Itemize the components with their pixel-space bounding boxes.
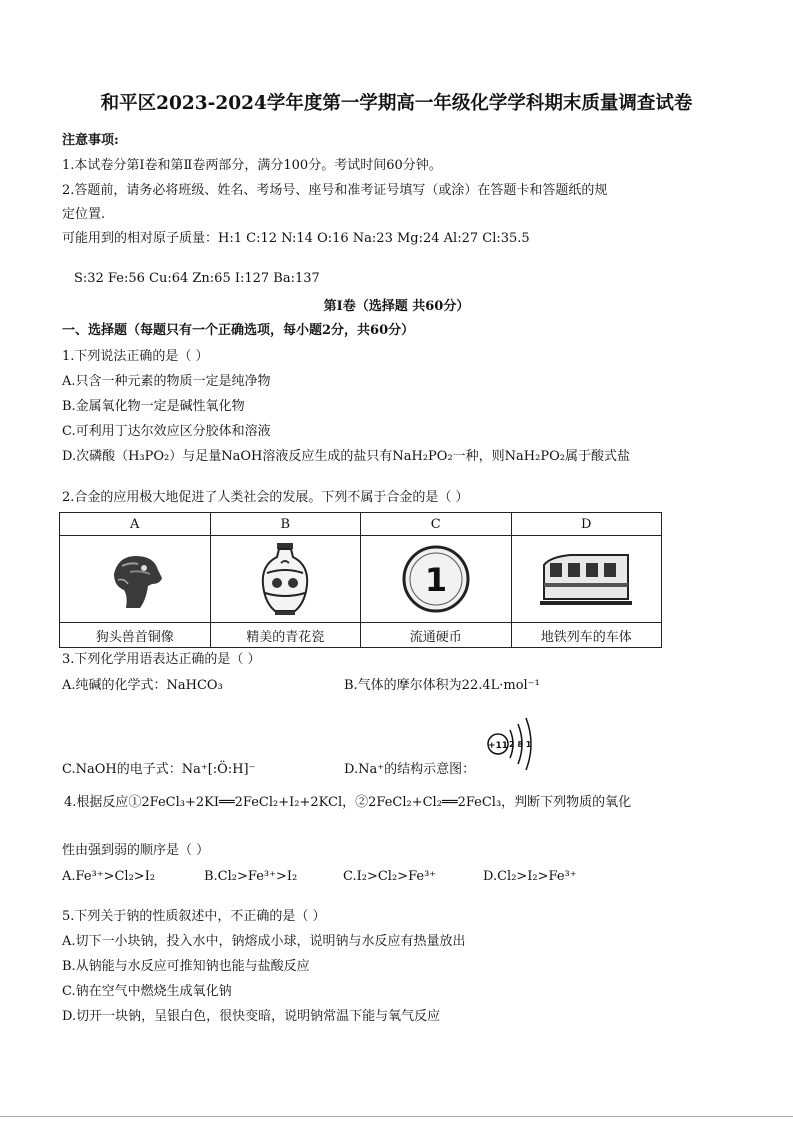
atomic-masses-line-2: S:32 Fe:56 Cu:64 Zn:65 I:127 Ba:137 xyxy=(74,271,320,286)
section-heading: 一、选择题（每题只有一个正确选项，每小题2分，共60分） xyxy=(62,323,415,338)
q5-option-a: A.切下一小块钠，投入水中，钠熔成小球，说明钠与水反应有热量放出 xyxy=(62,934,466,949)
q1-option-c: C.可利用丁达尔效应区分胶体和溶液 xyxy=(62,424,271,439)
q3-stem: 3.下列化学用语表达正确的是（ ） xyxy=(62,652,261,667)
q4-option-b: B.Cl₂>Fe³⁺>I₂ xyxy=(204,869,298,884)
q4-option-a: A.Fe³⁺>Cl₂>I₂ xyxy=(62,869,156,884)
q2-image-b-cell xyxy=(210,536,361,623)
notice-item-1: 1.本试卷分第Ⅰ卷和第Ⅱ卷两部分，满分100分。考试时间60分钟。 xyxy=(62,158,442,173)
q2-header-b: B xyxy=(210,513,361,536)
page-bottom-divider xyxy=(0,1116,793,1117)
q2-caption-d: 地铁列车的车体 xyxy=(511,623,662,648)
q2-caption-b: 精美的青花瓷 xyxy=(210,623,361,648)
q3-option-b: B.气体的摩尔体积为22.4L·mol⁻¹ xyxy=(344,678,540,693)
porcelain-vase-image xyxy=(255,539,315,619)
coin-image xyxy=(400,543,472,615)
atomic-masses-line-1: 可能用到的相对原子质量：H:1 C:12 N:14 O:16 Na:23 Mg:24 Al:27 Cl:35.5 xyxy=(62,231,530,246)
shell-electrons: 2 8 1 xyxy=(509,740,532,749)
notice-item-2-line-1: 2.答题前，请务必将班级、姓名、考场号、座号和准考证号填写（或涂）在答题卡和答题纸的规 xyxy=(62,183,608,198)
q1-option-d: D.次磷酸（H₃PO₂）与足量NaOH溶液反应生成的盐只有NaH₂PO₂一种，则NaH₂PO₂属于酸式盐 xyxy=(62,449,630,464)
notice-item-2-line-2: 定位置. xyxy=(62,207,106,222)
q2-caption-a: 狗头兽首铜像 xyxy=(60,623,211,648)
q5-option-c: C.钠在空气中燃烧生成氧化钠 xyxy=(62,984,232,999)
q3-option-d: D.Na⁺的结构示意图： xyxy=(344,762,476,777)
exam-title: 和平区2023-2024学年度第一学期高一年级化学学科期末质量调查试卷 xyxy=(100,93,693,114)
q4-stem-line-1: 4.根据反应①2FeCl₃+2KI══2FeCl₂+I₂+2KCl，②2FeCl₂+Cl₂══2FeCl₃，判断下列物质的氧化 xyxy=(64,795,632,810)
notice-heading: 注意事项: xyxy=(62,133,119,148)
q2-caption-c: 流通硬币 xyxy=(361,623,512,648)
q5-option-b: B.从钠能与水反应可推知钠也能与盐酸反应 xyxy=(62,959,310,974)
q2-image-a-cell xyxy=(60,536,211,623)
q5-option-d: D.切开一块钠，呈银白色，很快变暗，说明钠常温下能与氧气反应 xyxy=(62,1009,441,1024)
bronze-dog-head-image xyxy=(100,544,170,614)
q1-stem: 1.下列说法正确的是（ ） xyxy=(62,349,209,364)
coin-digit: 1 xyxy=(424,561,447,599)
q4-option-c: C.I₂>Cl₂>Fe³⁺ xyxy=(343,869,437,884)
q2-image-d-cell xyxy=(511,536,662,623)
q1-option-a: A.只含一种元素的物质一定是纯净物 xyxy=(62,374,271,389)
nucleus-charge: +11 xyxy=(487,741,509,751)
q4-stem-line-2: 性由强到弱的顺序是（ ） xyxy=(62,843,210,858)
q3-option-c: C.NaOH的电子式：Na⁺[:Ö:H]⁻ xyxy=(62,762,256,777)
q5-stem: 5.下列关于钠的性质叙述中，不正确的是（ ） xyxy=(62,909,326,924)
part-1-heading: 第Ⅰ卷（选择题 共60分） xyxy=(323,299,470,314)
q2-stem: 2.合金的应用极大地促进了人类社会的发展。下列不属于合金的是（ ） xyxy=(62,490,469,505)
subway-train-image xyxy=(540,549,632,609)
q2-header-d: D xyxy=(511,513,662,536)
q3-option-a: A.纯碱的化学式：NaHCO₃ xyxy=(62,678,223,693)
sodium-ion-structure-diagram xyxy=(486,714,536,774)
q2-header-a: A xyxy=(60,513,211,536)
q1-option-b: B.金属氧化物一定是碱性氧化物 xyxy=(62,399,245,414)
q2-image-c-cell xyxy=(361,536,512,623)
q2-options-table xyxy=(59,512,662,648)
q2-header-c: C xyxy=(361,513,512,536)
q4-option-d: D.Cl₂>I₂>Fe³⁺ xyxy=(483,869,577,884)
